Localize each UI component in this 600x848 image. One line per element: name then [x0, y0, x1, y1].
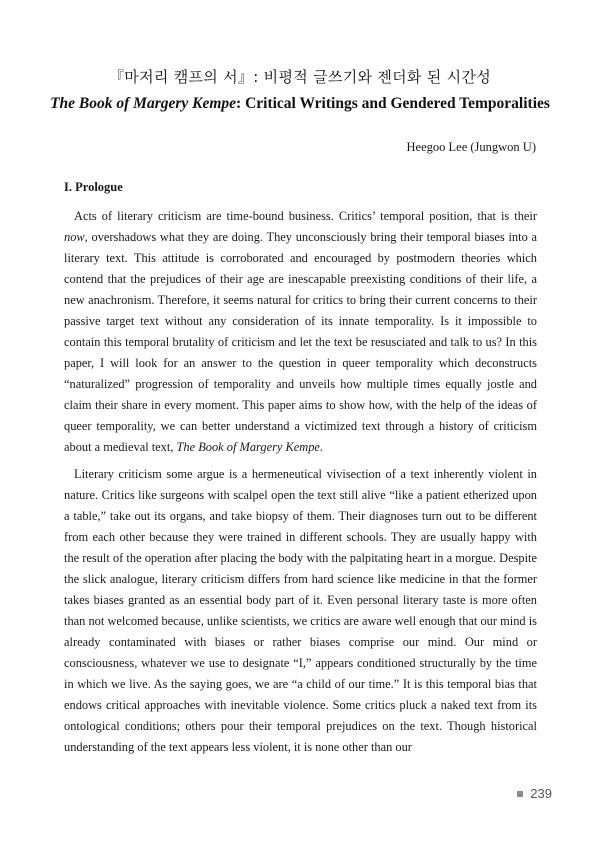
english-title — [0, 95, 600, 113]
page-number — [517, 786, 552, 801]
page-number-value: 239 — [530, 786, 552, 801]
paragraph-1-emphasis: now — [64, 230, 85, 244]
paragraph-1-text-b: , overshadows what they are doing. They unconsciously bring their temporal biases into a literary text. This attitude is corroborated and encouraged by postmodern theories which contend that the prejudices of their age are inescapable preexisting conditions of their life, a new anachronism. Therefore, it seems natural for critics to bring their current concerns to their passive target text without any consideration of its innate temporality. Is it impossible to contain this temporal brutality of criticism and let the text be resusciated and talk to us? In this paper, I will look for an answer to the question in queer temporality which deconstructs “naturalized” progression of temporality and unveils how multiple times equally jostle and claim their share in every moment. This paper aims to show how, with the help of the ideas of queer temporality, we can better understand a victimized text through a history of criticism about a medieval text, — [64, 230, 537, 454]
english-title-italic: The Book of Margery Kempe — [50, 95, 237, 112]
square-bullet-icon — [517, 791, 523, 797]
section-heading: I. Prologue — [64, 180, 123, 194]
paragraph-1-text-c: . — [319, 440, 324, 454]
body-text — [64, 206, 537, 758]
paragraph-1 — [64, 206, 537, 458]
paragraph-1-text-a: Acts of literary criticism are time-bound business. Critics’ temporal position, that is their — [74, 209, 537, 223]
author-line: Heegoo Lee (Jungwon U) — [406, 140, 536, 154]
english-title-rest: : Critical Writings and Gendered Temporalities — [236, 95, 550, 112]
paragraph-2: Literary criticism some argue is a hermeneutical vivisection of a text inherently violent in nature. Critics like surgeons with scalpel open the text still alive “like a patient etherized upon a table,” take out its organs, and take biopsy of them. Their diagnoses turn out to be different from each other because they were trained in different schools. They are usually happy with the result of the operation after placing the body with the palpitating heart in a morgue. Despite the slick analogue, literary criticism differs from hard science like medicine in that the former takes biases granted as an essential body part of it. Even personal literary taste is more often than not welcomed because, unlike scientists, we critics are aware well enough that our mind is already contaminated with biases or rather biases comprise our mind. Our mind or consciousness, whatever we use to designate “I,” appears conditioned structurally by the time in which we live. As the saying goes, we are “a child of our time.” It is this temporal bias that endows critical approaches with inevitable violence. Some critics pluck a naked text from its ontological conditions; others pour their temporal prejudices on the text. Though historical understanding of the text appears less violent, it is none other than our — [64, 467, 537, 754]
korean-title: 『마저리 캠프의 서』: 비평적 글쓰기와 젠더화 된 시간성 — [108, 68, 492, 86]
paragraph-1-book-title: The Book of Margery Kempe — [176, 440, 320, 454]
